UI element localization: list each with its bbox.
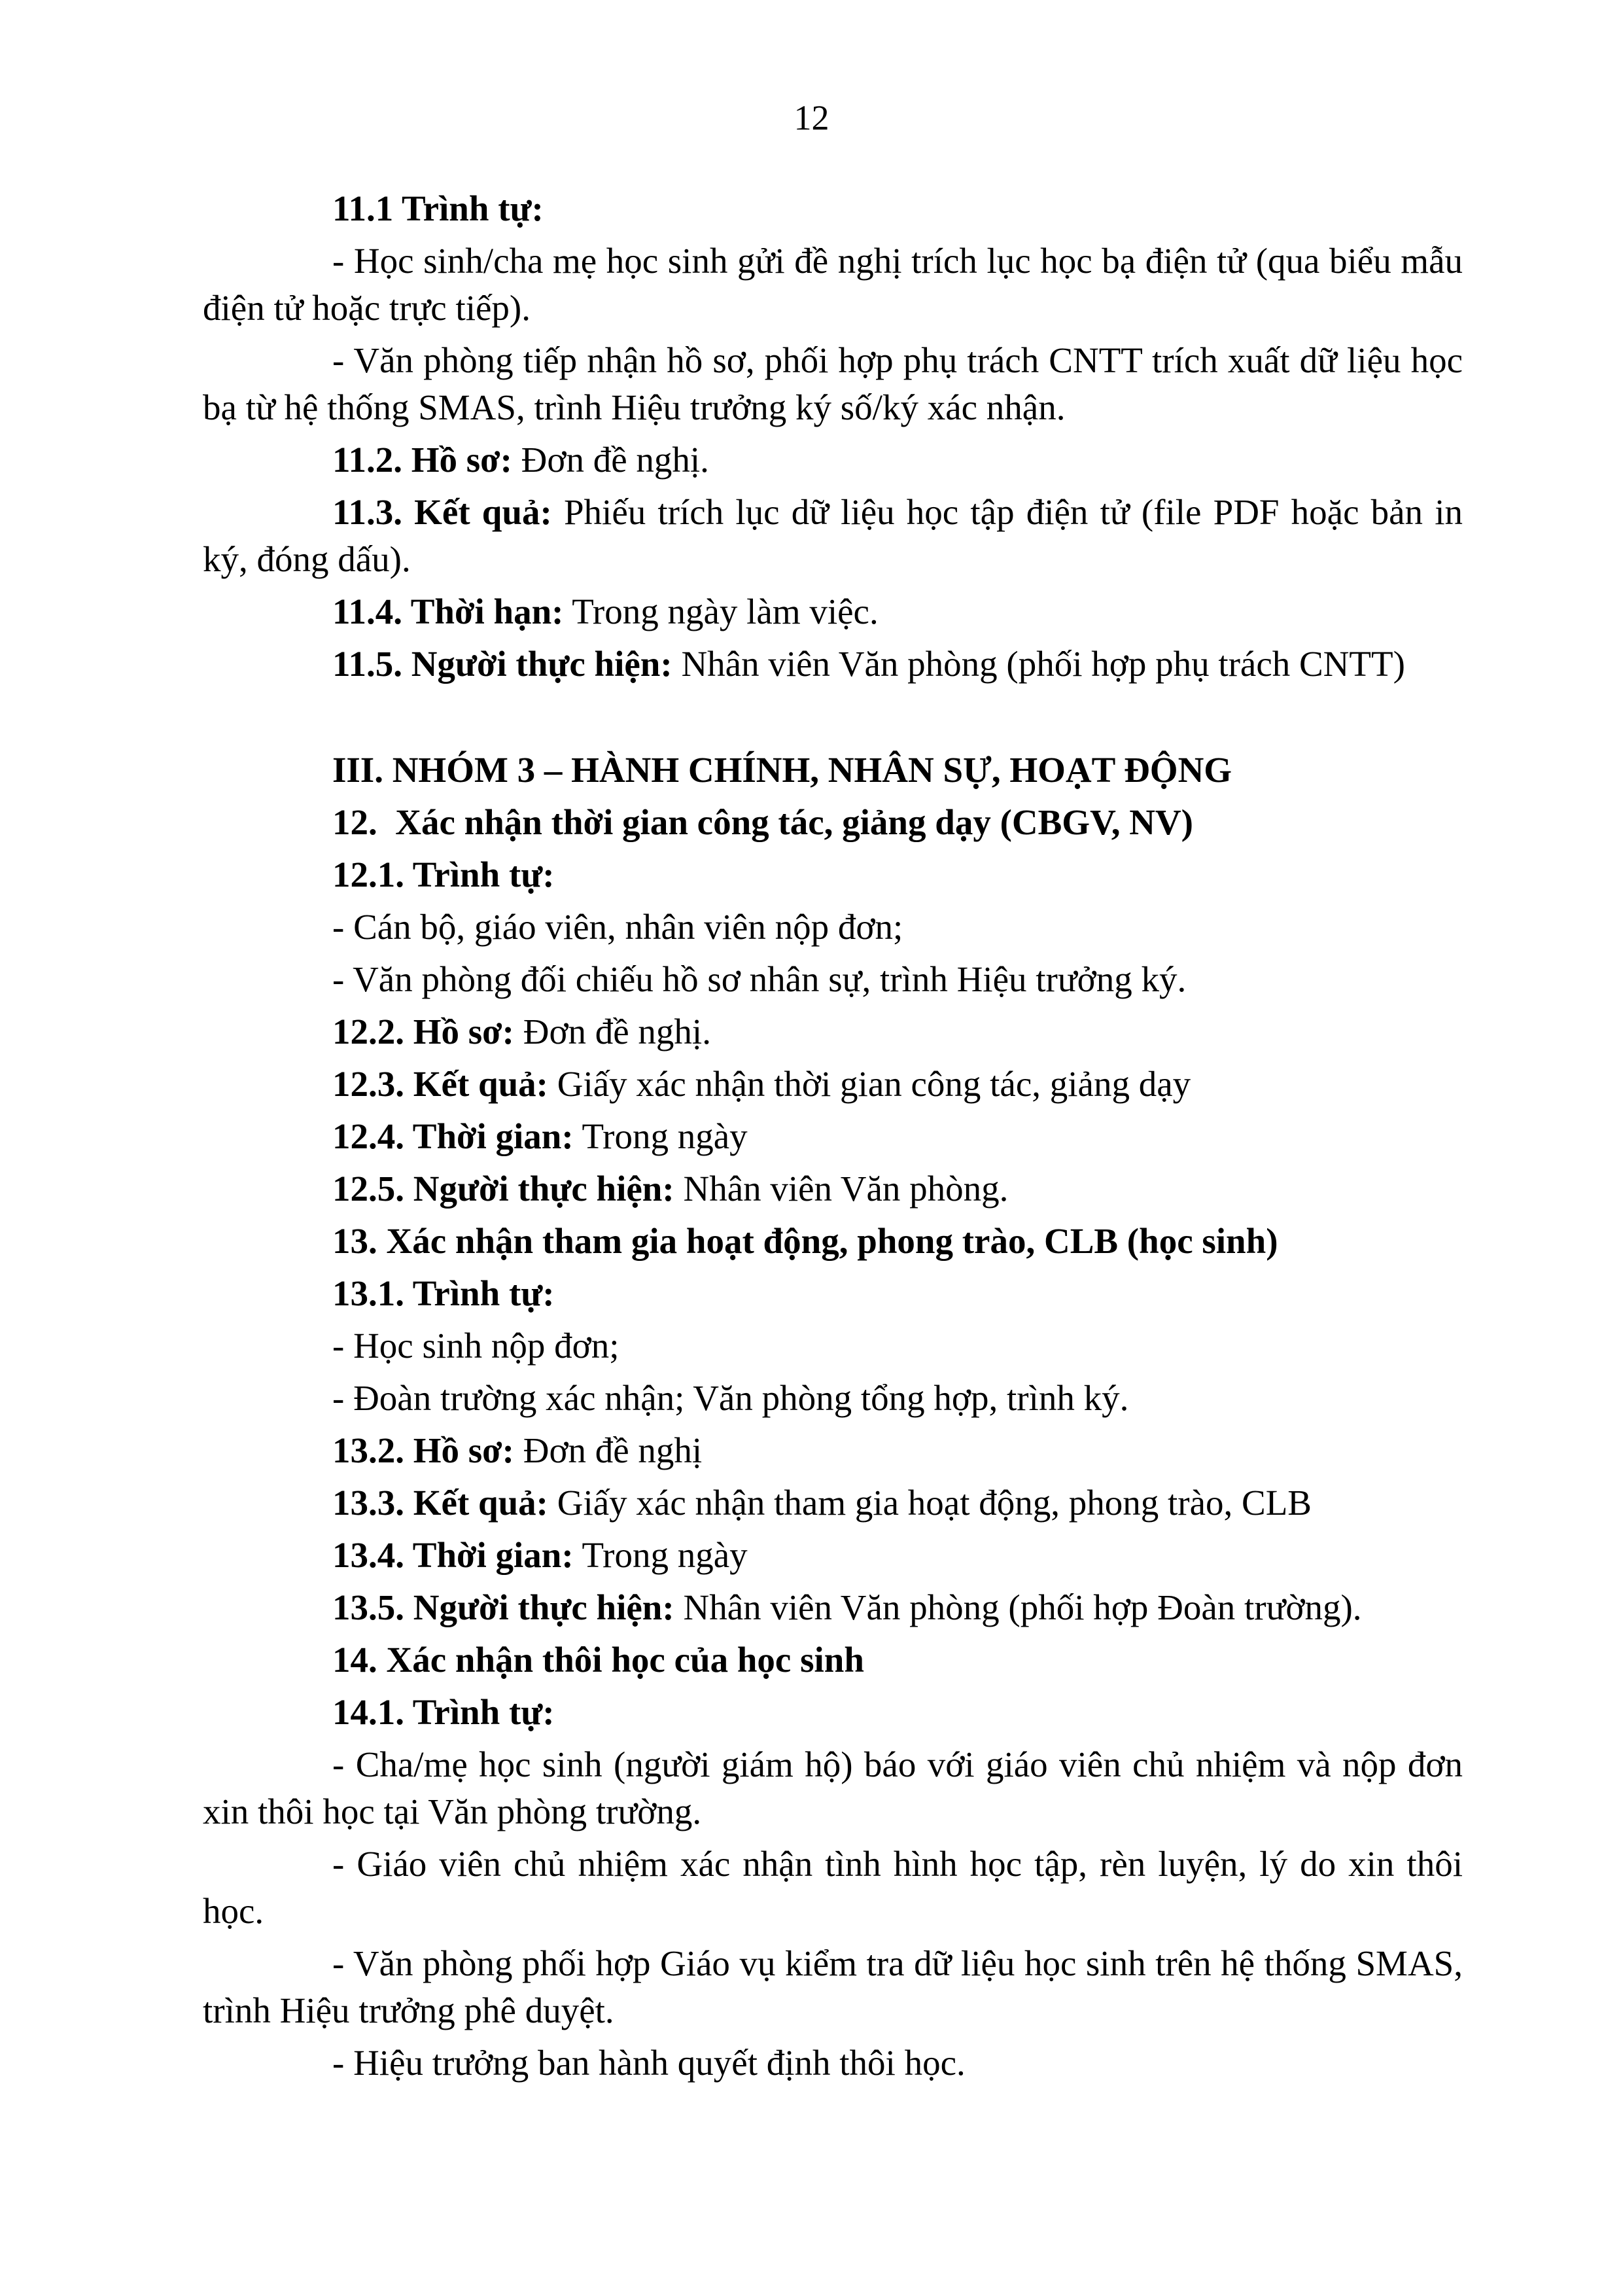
item-12-4: 12.4. Thời gian: Trong ngày	[332, 1116, 748, 1156]
paragraph-14-1-b: - Giáo viên chủ nhiệm xác nhận tình hình học tập, rèn luyện, lý do xin thôi học.	[203, 1844, 1463, 1931]
item-12-3: 12.3. Kết quả: Giấy xác nhận thời gian công tác, giảng dạy	[332, 1064, 1191, 1104]
item-11-4: 11.4. Thời hạn: Trong ngày làm việc.	[332, 592, 879, 631]
item-13-5: 13.5. Người thực hiện: Nhân viên Văn phòng (phối hợp Đoàn trường).	[332, 1587, 1362, 1627]
heading-11-1: 11.1 Trình tự:	[332, 188, 544, 228]
section-12-title: 12. Xác nhận thời gian công tác, giảng dạy (CBGV, NV)	[332, 802, 1193, 842]
item-13-2: 13.2. Hồ sơ: Đơn đề nghị	[332, 1430, 703, 1470]
group-3-title: III. NHÓM 3 – HÀNH CHÍNH, NHÂN SỰ, HOẠT ĐỘNG	[332, 750, 1232, 790]
section-13-title: 13. Xác nhận tham gia hoạt động, phong trào, CLB (học sinh)	[332, 1221, 1278, 1261]
item-12-5: 12.5. Người thực hiện: Nhân viên Văn phòng.	[332, 1169, 1009, 1209]
paragraph-12-1-b: - Văn phòng đối chiếu hồ sơ nhân sự, trình Hiệu trưởng ký.	[332, 959, 1187, 999]
item-11-5: 11.5. Người thực hiện: Nhân viên Văn phòng (phối hợp phụ trách CNTT)	[332, 644, 1405, 684]
section-14-title: 14. Xác nhận thôi học của học sinh	[332, 1640, 864, 1680]
paragraph-11-1-a: - Học sinh/cha mẹ học sinh gửi đề nghị trích lục học bạ điện tử (qua biểu mẫu điện tử hoặc trực tiếp).	[203, 241, 1463, 328]
paragraph-13-1-a: - Học sinh nộp đơn;	[332, 1326, 620, 1366]
heading-14-1: 14.1. Trình tự:	[332, 1692, 555, 1732]
item-13-3: 13.3. Kết quả: Giấy xác nhận tham gia hoạt động, phong trào, CLB	[332, 1483, 1312, 1523]
item-13-4: 13.4. Thời gian: Trong ngày	[332, 1535, 748, 1575]
paragraph-14-1-d: - Hiệu trưởng ban hành quyết định thôi học.	[332, 2043, 966, 2083]
item-11-2: 11.2. Hồ sơ: Đơn đề nghị.	[332, 440, 709, 480]
item-11-3: 11.3. Kết quả: Phiếu trích lục dữ liệu học tập điện tử (file PDF hoặc bản in ký, đóng dấu).	[203, 492, 1463, 579]
item-12-2: 12.2. Hồ sơ: Đơn đề nghị.	[332, 1012, 711, 1051]
page-number: 12	[794, 98, 829, 137]
paragraph-13-1-b: - Đoàn trường xác nhận; Văn phòng tổng hợp, trình ký.	[332, 1378, 1129, 1418]
paragraph-14-1-a: - Cha/mẹ học sinh (người giám hộ) báo với giáo viên chủ nhiệm và nộp đơn xin thôi học tại Văn phòng trường.	[203, 1744, 1463, 1831]
document-body	[203, 185, 1463, 2087]
paragraph-11-1-b: - Văn phòng tiếp nhận hồ sơ, phối hợp phụ trách CNTT trích xuất dữ liệu học bạ từ hệ thống SMAS, trình Hiệu trưởng ký số/ký xác nhận.	[203, 340, 1463, 427]
paragraph-12-1-a: - Cán bộ, giáo viên, nhân viên nộp đơn;	[332, 907, 903, 947]
heading-12-1: 12.1. Trình tự:	[332, 855, 555, 894]
paragraph-14-1-c: - Văn phòng phối hợp Giáo vụ kiểm tra dữ liệu học sinh trên hệ thống SMAS, trình Hiệu trưởng phê duyệt.	[203, 1943, 1463, 2030]
heading-13-1: 13.1. Trình tự:	[332, 1273, 555, 1313]
